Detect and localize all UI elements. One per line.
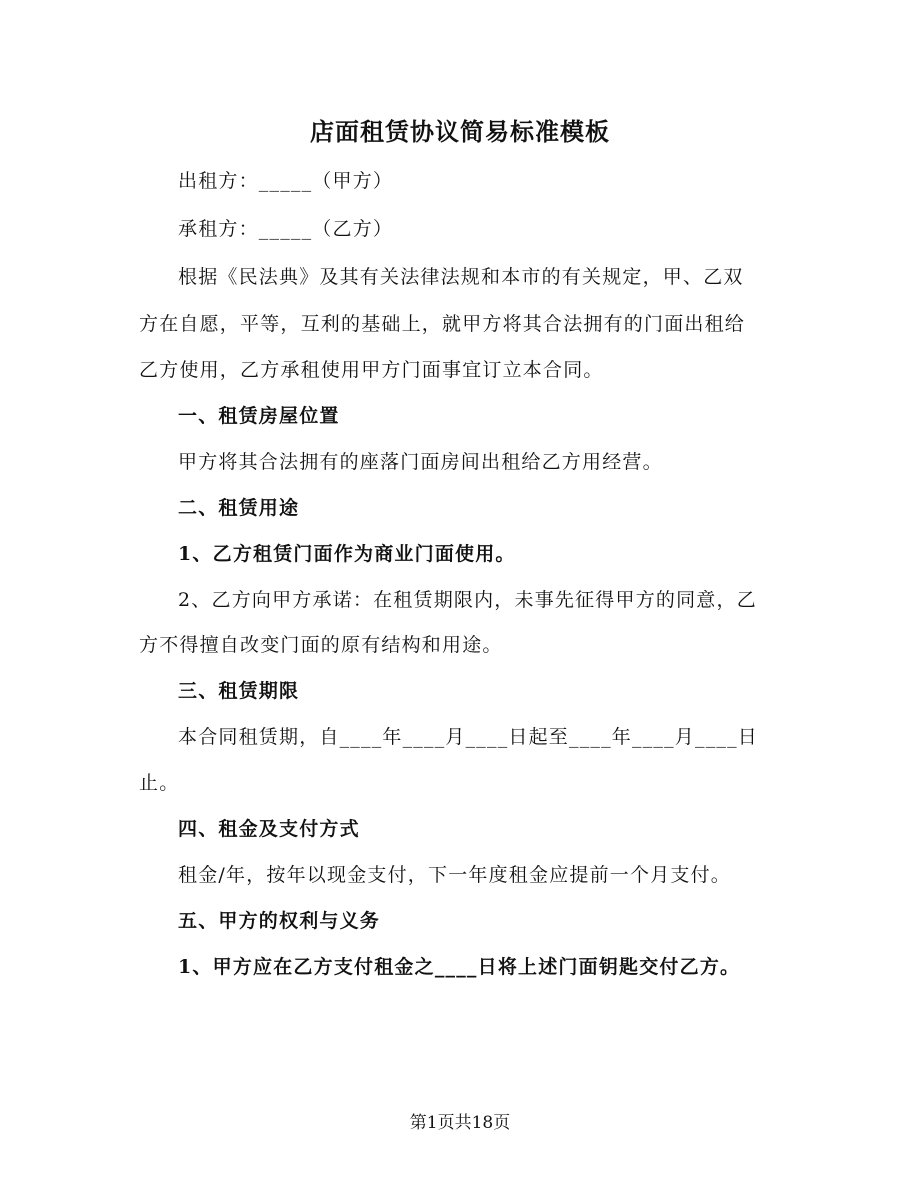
section-2-item-2-line-2: 方不得擅自改变门面的原有结构和用途。	[139, 634, 503, 656]
section-1-heading: 一、租赁房屋位置	[178, 405, 340, 427]
section-5-heading: 五、甲方的权利与义务	[178, 910, 381, 932]
section-3-text-line-1: 本合同租赁期，自____年____月____日起至____年____月____日	[178, 726, 759, 748]
section-5-item-1: 1、甲方应在乙方支付租金之____日将上述门面钥匙交付乙方。	[178, 956, 741, 978]
section-2-heading: 二、租赁用途	[178, 497, 300, 519]
intro-line-2: 方在自愿，平等，互利的基础上，就甲方将其合法拥有的门面出租给	[139, 313, 746, 335]
document-title: 店面租赁协议简易标准模板	[310, 117, 610, 146]
section-3-text-line-2: 止。	[139, 772, 180, 794]
section-3-heading: 三、租赁期限	[178, 680, 300, 702]
section-4-heading: 四、租金及支付方式	[178, 818, 360, 840]
lessee-line: 承租方：_____（乙方）	[178, 218, 394, 240]
intro-line-1: 根据《民法典》及其有关法律法规和本市的有关规定，甲、乙双	[178, 266, 744, 288]
section-2-item-1: 1、乙方租赁门面作为商业门面使用。	[178, 543, 516, 565]
lessor-line: 出租方：_____（甲方）	[178, 170, 394, 192]
section-2-item-2-line-1: 2、乙方向甲方承诺：在租赁期限内，未事先征得甲方的同意，乙	[178, 589, 757, 611]
section-4-text: 租金/年，按年以现金支付，下一年度租金应提前一个月支付。	[178, 864, 732, 886]
section-1-text: 甲方将其合法拥有的座落门面房间出租给乙方用经营。	[178, 451, 663, 473]
page-number: 第1页共18页	[409, 1113, 511, 1133]
intro-line-3: 乙方使用，乙方承租使用甲方门面事宜订立本合同。	[139, 359, 604, 381]
